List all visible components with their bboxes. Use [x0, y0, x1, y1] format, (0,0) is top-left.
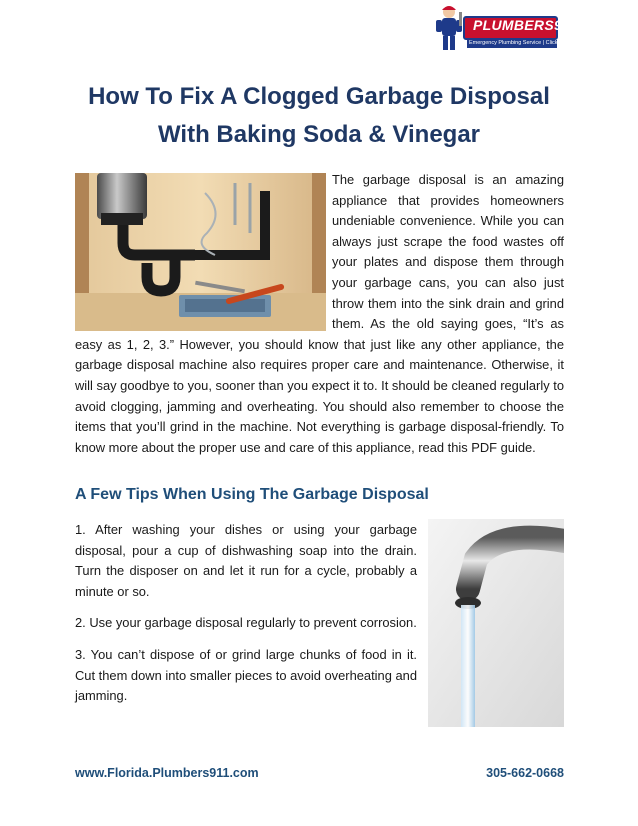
- plumbers911-logo: [433, 2, 578, 54]
- logo-tagline: Emergency Plumbing Service | Click Away: [469, 40, 573, 46]
- tips-heading: A Few Tips When Using The Garbage Disposal: [75, 486, 429, 503]
- tip-item: 1. After washing your dishes or using your garbage disposal, pour a cup of dishwashing soap into the drain. Turn the disposer on and let it run for a cycle, probably a minute or so.: [75, 522, 417, 599]
- tip-item: 3. You can’t dispose of or grind large chunks of food in it. Cut them down into smaller pieces to avoid overheating and jamming.: [75, 646, 417, 704]
- footer-website-link[interactable]: www.Florida.Plumbers911.com: [75, 766, 259, 780]
- footer-phone-number[interactable]: 305-662-0668: [486, 766, 564, 780]
- tip-item: 2. Use your garbage disposal regularly to prevent corrosion.: [75, 615, 417, 631]
- page-title: How To Fix A Clogged Garbage Disposal With Baking Soda & Vinegar: [88, 83, 550, 148]
- logo-wordmark: PLUMBERS911: [473, 17, 578, 33]
- intro-section: [75, 170, 564, 458]
- under-sink-plumbing-photo: [75, 173, 326, 331]
- running-faucet-photo: [428, 519, 564, 727]
- intro-paragraph: The garbage disposal is an amazing appliance that provides homeowners undeniable convenience. While you can always just scrape the food wastes off your plates and dispose them through your garbage cans, you can also just throw them into the sink drain and grind them. As the old saying goes, “It’s as easy as 1, 2, 3.” However, you should know that just like any other appliance, the garbage disposal machine also requires proper care and maintenance. Otherwise, it will say goodbye to you, sooner than you expect it to. It should be cleaned regularly to avoid clogging, jamming and overheating. You should also remember to choose the items that you’ll grind in the machine. Not everything is garbage disposal-friendly. To know more about the proper use and care of this appliance, read this PDF guide.: [75, 172, 564, 455]
- tips-list: [75, 520, 417, 718]
